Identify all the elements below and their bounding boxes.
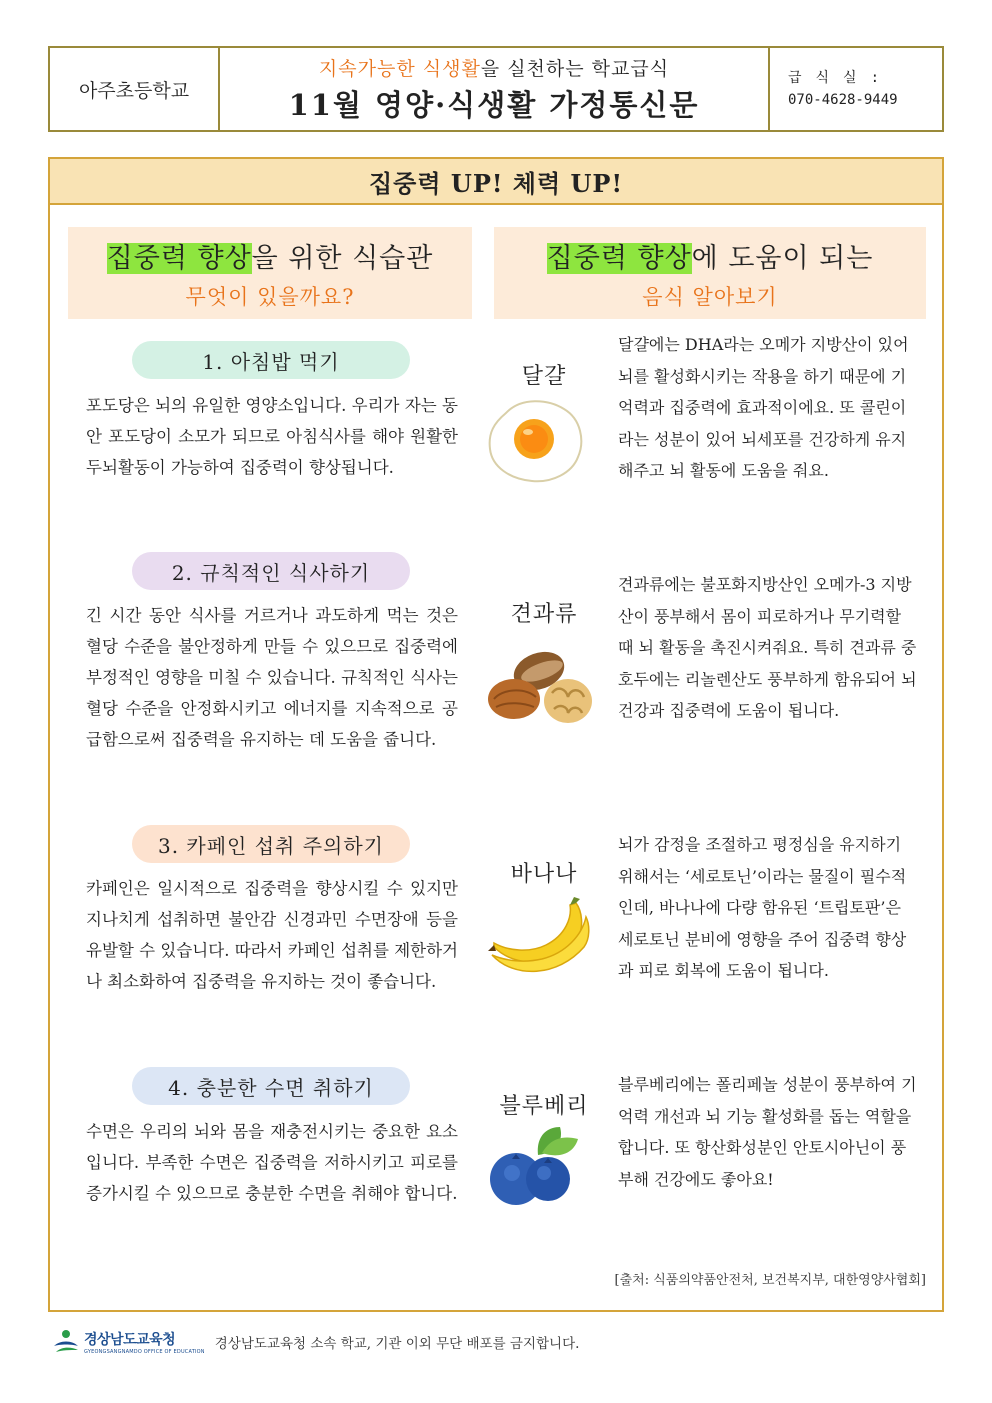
tip-body-4: 수면은 우리의 뇌와 몸을 재충전시키는 중요한 요소입니다. 부족한 수면은 집중력을 저하시키고 피로를 증가시킬 수 있으므로 충분한 수면을 취해야 합니다.: [86, 1122, 458, 1203]
left-heading-highlight: 집중력 향상: [106, 242, 252, 274]
footer-notice: 경상남도교육청 소속 학교, 기관 이외 무단 배포를 금지합니다.: [214, 1336, 580, 1352]
logo-english: GYEONGSANGNAMDO OFFICE OF EDUCATION: [84, 1349, 205, 1355]
header-title-block: [220, 48, 770, 130]
logo-text: [84, 1329, 205, 1355]
source-citation: [출처: 식품의약품안전처, 보건복지부, 대한영양사협회]: [614, 1273, 926, 1288]
tip-title-1: 1. 아침밥 먹기: [132, 341, 410, 379]
tip-title-2: 2. 규칙적인 식사하기: [132, 552, 410, 590]
food-body-blueberry: 블루베리에는 폴리페놀 성분이 풍부하여 기억력 개선과 뇌 기능 활성화를 돕는 역할을 합니다. 또 항산화성분인 안토시아닌이 풍부해 건강에도 좋아요!: [618, 1075, 917, 1189]
left-heading-sub: 무엇이 있을까요?: [185, 284, 355, 309]
tip-body-3: 카페인은 일시적으로 집중력을 향상시킬 수 있지만 지나치게 섭취하면 불안감 신경과민 수면장애 등을 유발할 수 있습니다. 따라서 카페인 섭취를 제한하거나 최소화하여 집중력을 유지하는 것이 좋습니다.: [86, 879, 458, 991]
contact-phone: 070-4628-9449: [788, 92, 898, 108]
right-heading-highlight: 집중력 향상: [546, 242, 692, 274]
tip-body-2: 긴 시간 동안 식사를 거르거나 과도하게 먹는 것은 혈당 수준을 불안정하게 만들 수 있으므로 집중력에 부정적인 영향을 미칠 수 있습니다. 규칙적인 식사는 혈당 수준을 안정화시키고 에너지를 지속적으로 공급함으로써 집중력을 유지하는 데 도움을 줍니다.: [86, 606, 458, 749]
food-body-nuts: 견과류에는 불포화지방산인 오메가-3 지방산이 풍부해서 몸이 피로하거나 무기력할 때 뇌 활동을 촉진시켜줘요. 특히 견과류 중 호두에는 리놀렌산도 풍부하게 함유되어 뇌 건강과 집중력에 도움이 됩니다.: [618, 575, 917, 720]
right-heading-line1: [547, 236, 874, 275]
newsletter-header: [48, 46, 944, 132]
food-name-egg: 달걀: [521, 364, 567, 389]
right-heading-sub: 음식 알아보기: [642, 284, 778, 309]
right-column-heading: [494, 227, 926, 319]
contact-block: [770, 48, 942, 130]
food-name-blueberry: 블루베리: [499, 1094, 589, 1119]
right-heading-rest: 에 도움이 되는: [691, 242, 874, 274]
left-heading-rest: 을 위한 식습관: [251, 242, 434, 274]
main-content-box: [48, 157, 944, 1312]
school-name: 아주초등학교: [50, 48, 220, 130]
food-body-banana: 뇌가 감정을 조절하고 평정심을 유지하기 위해서는 ‘세로토닌’이라는 물질이 필수적인데, 바나나에 다량 함유된 ‘트립토판’은 세로토닌 분비에 영향을 주어 집중력 향상과 피로 회복에 도움이 됩니다.: [618, 835, 907, 980]
food-name-nuts: 견과류: [510, 602, 578, 627]
header-subtitle-highlight: 지속가능한 식생활: [318, 58, 481, 80]
fried-egg-icon: [486, 395, 586, 485]
food-body-egg: 달걀에는 DHA라는 오메가 지방산이 있어 뇌를 활성화시키는 작용을 하기 때문에 기억력과 집중력에 효과적이에요. 또 콜린이라는 성분이 있어 뇌세포를 건강하게 유지해주고 뇌 활동에 도움을 줘요.: [618, 335, 909, 480]
banana-icon: [486, 895, 594, 979]
section-banner: 집중력 UP! 체력 UP!: [50, 159, 942, 205]
food-name-banana: 바나나: [510, 862, 578, 887]
left-heading-line1: [107, 236, 434, 275]
left-column-heading: [68, 227, 472, 319]
tip-body-1: 포도당은 뇌의 유일한 영양소입니다. 우리가 자는 동안 포도당이 소모가 되므로 아침식사를 해야 원활한 두뇌활동이 가능하여 집중력이 향상됩니다.: [86, 396, 458, 477]
nuts-icon: [484, 645, 596, 729]
footer: [52, 1322, 579, 1362]
header-subtitle-rest: 을 실천하는 학교급식: [480, 58, 670, 80]
logo-korean: 경상남도교육청: [84, 1332, 176, 1348]
education-office-logo-icon: [52, 1328, 80, 1356]
tip-title-3: 3. 카페인 섭취 주의하기: [132, 825, 410, 863]
page-title: 11월 영양·식생활 가정통신문: [288, 88, 700, 122]
contact-label: 급식실:: [788, 70, 894, 86]
blueberry-icon: [486, 1125, 582, 1213]
tip-title-4: 4. 충분한 수면 취하기: [132, 1067, 410, 1105]
header-subtitle: [319, 54, 669, 81]
